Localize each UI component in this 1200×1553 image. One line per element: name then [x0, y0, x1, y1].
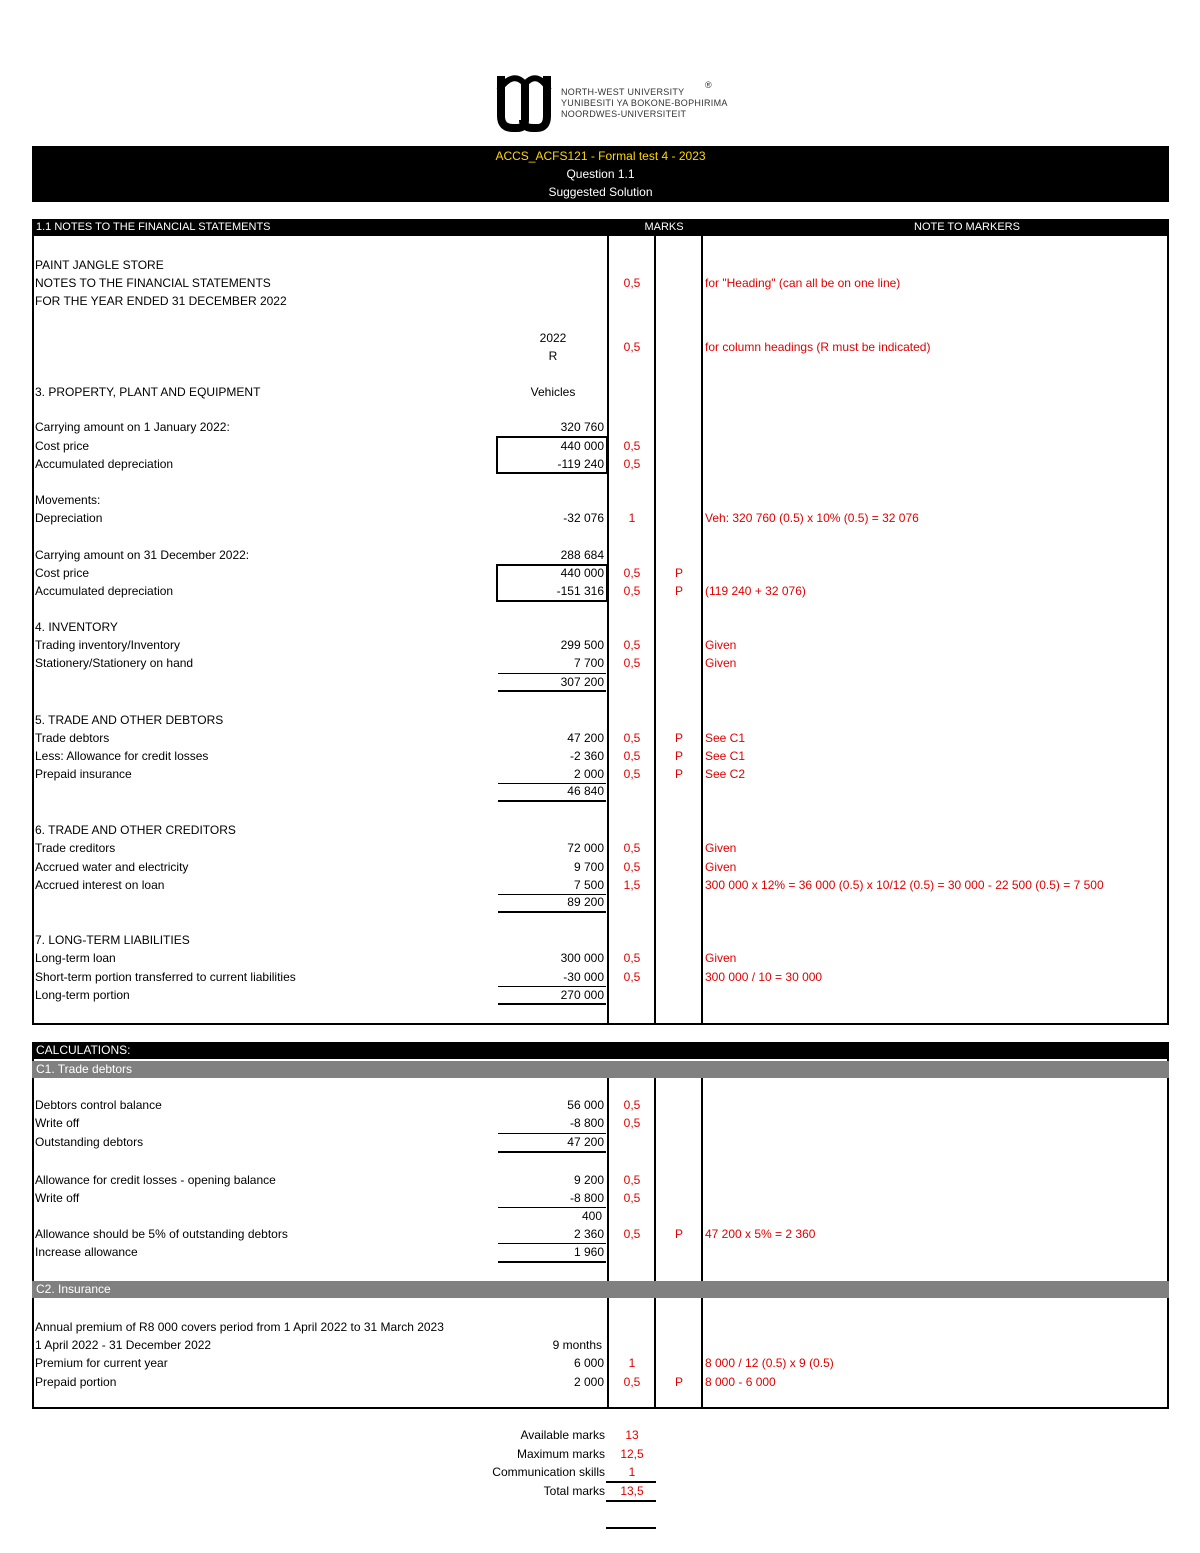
row-label: Trading inventory/Inventory [35, 638, 180, 652]
c2-header [32, 1281, 1169, 1298]
mark-value: 0,5 [623, 767, 641, 781]
marker-note: Veh: 320 760 (0.5) x 10% (0.5) = 32 076 [705, 511, 919, 525]
amount-value: 7 500 [573, 878, 604, 892]
mark-value: 0,5 [623, 276, 641, 290]
underline [498, 1207, 606, 1208]
markers-header: NOTE TO MARKERS [914, 221, 1020, 233]
table-row [0, 418, 1200, 436]
marker-note: 47 200 x 5% = 2 360 [705, 1227, 816, 1241]
amount-value: 288 684 [560, 548, 604, 562]
marks-total-value: 13 [625, 1428, 639, 1442]
amount-value: 299 500 [560, 638, 604, 652]
table-row [0, 1225, 1200, 1243]
table-row [0, 1114, 1200, 1132]
row-label: Premium for current year [35, 1356, 168, 1370]
title-block [32, 146, 1169, 202]
amount-value: 270 000 [560, 988, 604, 1002]
amount-value: -8 800 [569, 1116, 604, 1130]
mark-value: 0,5 [623, 1227, 641, 1241]
mark-value: 0,5 [623, 457, 641, 471]
marks-header: MARKS [644, 221, 684, 233]
logo-line-1: NORTH-WEST UNIVERSITY [561, 87, 685, 97]
amount-value: 320 760 [560, 420, 604, 434]
marks-total-label: Available marks [520, 1428, 605, 1442]
c2-title: C2. Insurance [36, 1282, 111, 1296]
row-label: Increase allowance [35, 1245, 138, 1259]
underline [498, 986, 606, 987]
table-row [0, 1318, 1200, 1336]
marker-note: See C1 [705, 731, 746, 745]
marker-note: Given [705, 638, 737, 652]
total-row [0, 673, 1200, 691]
amount-box [496, 436, 608, 474]
marker-note: See C2 [705, 767, 746, 781]
amount-value: 2 000 [573, 767, 604, 781]
column-heading-marks [0, 338, 1200, 356]
total-row [0, 893, 1200, 911]
table-row [0, 1171, 1200, 1189]
row-label: Annual premium of R8 000 covers period from 1 April 2022 to 31 March 2023 [35, 1320, 444, 1334]
marks-total-row [0, 1482, 1200, 1500]
year-heading: 2022 [539, 331, 567, 345]
marks-total-label: Communication skills [492, 1465, 605, 1479]
row-label: 1 April 2022 - 31 December 2022 [35, 1338, 212, 1352]
row-label: Cost price [35, 566, 90, 580]
table-row [0, 839, 1200, 857]
row-label: Depreciation [35, 511, 103, 525]
statement-title: NOTES TO THE FINANCIAL STATEMENTS [35, 276, 271, 290]
amount-value: 300 000 [560, 951, 604, 965]
marker-note: 300 000 x 12% = 36 000 (0.5) x 10/12 (0.5) = 30 000 - 22 500 (0.5) = 7 500 [705, 878, 1104, 892]
row-label: Movements: [35, 493, 101, 507]
mark-value: 0,5 [623, 1191, 641, 1205]
section-title: 4. INVENTORY [35, 620, 118, 634]
marker-note: Given [705, 656, 737, 670]
row-label: Write off [35, 1116, 80, 1130]
row-label: Accumulated depreciation [35, 457, 174, 471]
mark-value: 0,5 [623, 1173, 641, 1187]
row-label: Accrued interest on loan [35, 878, 165, 892]
mark-value: 0,5 [623, 1098, 641, 1112]
amount-value: -32 076 [563, 511, 604, 525]
table-row [0, 1189, 1200, 1207]
marks-total-value: 13,5 [620, 1484, 644, 1498]
amount-value: 7 700 [573, 656, 604, 670]
double-underline [498, 1261, 606, 1263]
marker-note: See C1 [705, 749, 746, 763]
double-underline [498, 690, 606, 692]
mark-value: 0,5 [623, 656, 641, 670]
table-row [0, 858, 1200, 876]
table-row [0, 876, 1200, 894]
marks-total-value: 1 [628, 1465, 636, 1479]
row-label: Allowance should be 5% of outstanding debtors [35, 1227, 288, 1241]
marker-note: for column headings (R must be indicated) [705, 340, 931, 354]
amount-value: 2 360 [573, 1227, 604, 1241]
table-row [0, 1096, 1200, 1114]
total-row [0, 782, 1200, 800]
period-label: FOR THE YEAR ENDED 31 DECEMBER 2022 [35, 294, 287, 308]
notes-section-title: 1.1 NOTES TO THE FINANCIAL STATEMENTS [36, 221, 271, 233]
table-row [0, 986, 1200, 1004]
p-indicator: P [674, 566, 683, 580]
amount-value: -30 000 [563, 970, 604, 984]
amount-value: 440 000 [560, 439, 604, 453]
inventory-title-row [0, 618, 1200, 636]
amount-value: 47 200 [567, 1135, 604, 1149]
double-underline [606, 1500, 656, 1502]
amount-value: 9 700 [573, 860, 604, 874]
marks-total-label: Total marks [543, 1484, 605, 1498]
document-title: ACCS_ACFS121 - Formal test 4 - 2023 [495, 149, 706, 163]
marks-total-row [0, 1445, 1200, 1463]
row-label: Prepaid portion [35, 1375, 117, 1389]
mark-value: 0,5 [623, 439, 641, 453]
marker-note: 300 000 / 10 = 30 000 [705, 970, 823, 984]
row-label: Allowance for credit losses - opening balance [35, 1173, 276, 1187]
row-label: Outstanding debtors [35, 1135, 144, 1149]
calculations-title: CALCULATIONS: [36, 1043, 131, 1057]
table-row [0, 765, 1200, 783]
mark-value: 0,5 [623, 638, 641, 652]
mark-value: 1 [628, 511, 636, 525]
row-label: Debtors control balance [35, 1098, 162, 1112]
amount-value: -119 240 [557, 457, 604, 471]
amount-value: 440 000 [560, 566, 604, 580]
row-label: Long-term loan [35, 951, 116, 965]
mark-value: 0,5 [623, 841, 641, 855]
nwu-logo-icon [495, 70, 553, 132]
table-row [0, 1243, 1200, 1261]
c1-title: C1. Trade debtors [36, 1062, 133, 1076]
marker-note: (119 240 + 32 076) [705, 584, 806, 598]
row-label: Write off [35, 1191, 80, 1205]
amount-value: -8 800 [569, 1191, 604, 1205]
ppe-title-row [0, 383, 1200, 401]
double-underline [606, 1527, 656, 1529]
vehicles-heading: Vehicles [530, 385, 576, 399]
amount-value: -151 316 [556, 584, 604, 598]
c1-header [32, 1061, 1169, 1078]
underline [498, 1133, 606, 1134]
underline [498, 1243, 606, 1244]
logo-line-2: YUNIBESITI YA BOKONE-BOPHIRIMA [561, 98, 728, 108]
row-label: Accumulated depreciation [35, 584, 174, 598]
notes-table-header [32, 219, 1169, 236]
row-label: Stationery/Stationery on hand [35, 656, 194, 670]
debtors-title-row [0, 711, 1200, 729]
underline [606, 1481, 656, 1483]
table-row [0, 949, 1200, 967]
section-title: 6. TRADE AND OTHER CREDITORS [35, 823, 236, 837]
p-indicator: P [674, 1375, 683, 1389]
mark-value: 0,5 [623, 731, 641, 745]
marker-note: 8 000 - 6 000 [705, 1375, 776, 1389]
mark-value: 0,5 [623, 860, 641, 874]
row-label: Trade debtors [35, 731, 110, 745]
section-title: 3. PROPERTY, PLANT AND EQUIPMENT [35, 385, 261, 399]
table-row [0, 747, 1200, 765]
row-label: Cost price [35, 439, 90, 453]
heading-line [0, 292, 1200, 310]
creditors-title-row [0, 821, 1200, 839]
row-label: Less: Allowance for credit losses [35, 749, 209, 763]
table-row [0, 1207, 1200, 1225]
marks-total-label: Maximum marks [516, 1447, 605, 1461]
amount-box [496, 564, 608, 602]
amount-value: 9 months [552, 1338, 602, 1352]
table-row [0, 509, 1200, 527]
marker-note: for "Heading" (can all be on one line) [705, 276, 901, 290]
table-row [0, 491, 1200, 509]
amount-value: 400 [581, 1209, 602, 1223]
amount-value: 56 000 [567, 1098, 604, 1112]
row-label: Short-term portion transferred to current liabilities [35, 970, 296, 984]
table-row [0, 1354, 1200, 1372]
mark-value: 0,5 [623, 1116, 641, 1130]
heading-line [0, 274, 1200, 292]
p-indicator: P [674, 749, 683, 763]
solution-label: Suggested Solution [548, 185, 653, 199]
p-indicator: P [674, 767, 683, 781]
row-label: Long-term portion [35, 988, 130, 1002]
double-underline [498, 1151, 606, 1153]
mark-value: 0,5 [623, 566, 641, 580]
logo-line-3: NOORDWES-UNIVERSITEIT [561, 109, 687, 119]
amount-value: 2 000 [573, 1375, 604, 1389]
amount-value: 72 000 [567, 841, 604, 855]
amount-value: 46 840 [567, 784, 604, 798]
mark-value: 1 [628, 1356, 636, 1370]
currency-heading: R [548, 349, 558, 363]
store-name: PAINT JANGLE STORE [35, 258, 164, 272]
marker-note: Given [705, 951, 737, 965]
mark-value: 0,5 [623, 584, 641, 598]
ltl-title-row [0, 931, 1200, 949]
marks-total-row [0, 1463, 1200, 1481]
table-row [0, 968, 1200, 986]
heading-line [0, 256, 1200, 274]
mark-value: 0,5 [623, 749, 641, 763]
mark-value: 1,5 [623, 878, 641, 892]
mark-value: 0,5 [623, 951, 641, 965]
table-row [0, 1373, 1200, 1391]
row-label: Trade creditors [35, 841, 116, 855]
table-row [0, 636, 1200, 654]
marks-total-row [0, 1426, 1200, 1444]
marker-note: Given [705, 860, 737, 874]
logo-wordmark [561, 87, 728, 120]
amount-value: 89 200 [567, 895, 604, 909]
amount-value: -2 360 [569, 749, 604, 763]
university-logo [495, 70, 728, 134]
double-underline [498, 800, 606, 802]
row-label: Prepaid insurance [35, 767, 132, 781]
registered-mark: ® [705, 80, 712, 90]
mark-value: 0,5 [623, 1375, 641, 1389]
amount-value: 6 000 [573, 1356, 604, 1370]
row-label: Carrying amount on 31 December 2022: [35, 548, 250, 562]
row-label: Accrued water and electricity [35, 860, 189, 874]
p-indicator: P [674, 731, 683, 745]
marker-note: 8 000 / 12 (0.5) x 9 (0.5) [705, 1356, 834, 1370]
table-row [0, 1133, 1200, 1151]
amount-value: 47 200 [567, 731, 604, 745]
question-label: Question 1.1 [566, 167, 635, 181]
section-title: 7. LONG-TERM LIABILITIES [35, 933, 190, 947]
p-indicator: P [674, 1227, 683, 1241]
table-row [0, 729, 1200, 747]
amount-value: 9 200 [573, 1173, 604, 1187]
amount-value: 307 200 [560, 675, 604, 689]
mark-value: 0,5 [623, 970, 641, 984]
section-title: 5. TRADE AND OTHER DEBTORS [35, 713, 224, 727]
row-label: Carrying amount on 1 January 2022: [35, 420, 230, 434]
table-row [0, 546, 1200, 564]
double-underline [498, 1003, 606, 1005]
marker-note: Given [705, 841, 737, 855]
double-underline [498, 911, 606, 913]
marks-total-value: 12,5 [620, 1447, 644, 1461]
table-row [0, 654, 1200, 672]
table-row [0, 1336, 1200, 1354]
p-indicator: P [674, 584, 683, 598]
amount-value: 1 960 [573, 1245, 604, 1259]
mark-value: 0,5 [623, 340, 641, 354]
calculations-header [32, 1042, 1169, 1059]
